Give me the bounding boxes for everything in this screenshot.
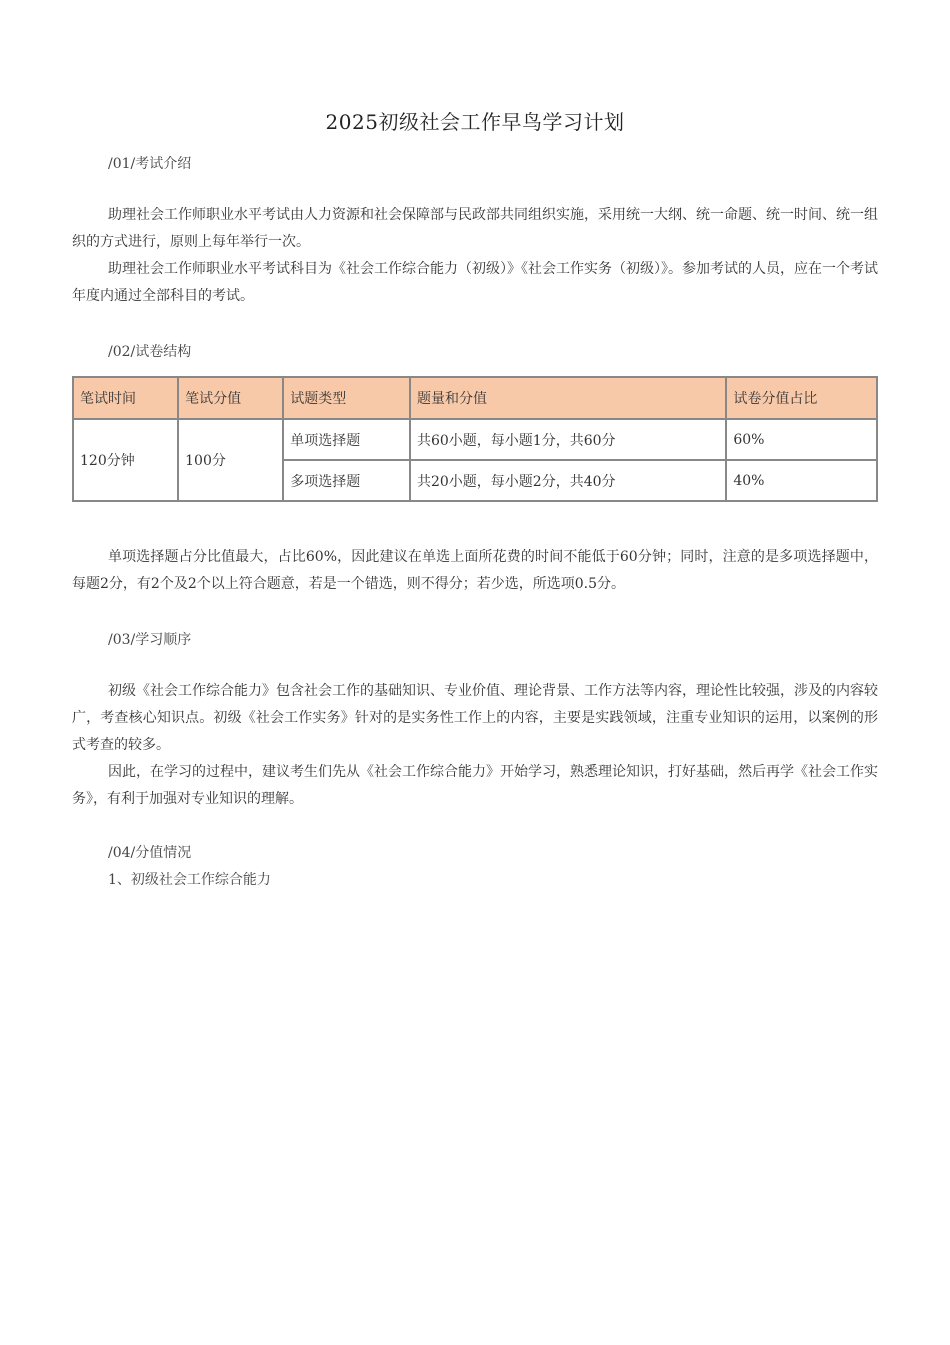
cell-question-detail: 共20小题，每小题2分，共40分	[410, 460, 726, 501]
document-title: 2025初级社会工作早鸟学习计划	[325, 110, 625, 134]
list-item-comprehensive-ability: 1、初级社会工作综合能力	[108, 872, 271, 888]
header-exam-time: 笔试时间	[73, 377, 178, 419]
cell-exam-time: 120分钟	[73, 419, 178, 501]
section-heading-exam-intro: /01/考试介绍	[108, 156, 192, 172]
paragraph-choice-strategy: 单项选择题占分比值最大，占比60%，因此建议在单选上面所花费的时间不能低于60分钟；同时，注意的是多项选择题中，每题2分，有2个及2个以上符合题意，若是一个错选，则不得分；若少选，所选项0.5分。	[72, 549, 878, 592]
header-score-ratio: 试卷分值占比	[726, 377, 877, 419]
table-header-row	[73, 377, 877, 419]
section-heading-paper-structure: /02/试卷结构	[108, 344, 192, 360]
cell-score-ratio: 60%	[726, 419, 877, 460]
section-heading-study-order: /03/学习顺序	[108, 632, 192, 648]
exam-structure-table	[72, 376, 878, 502]
paragraph-exam-subjects: 助理社会工作师职业水平考试科目为《社会工作综合能力（初级）》《社会工作实务（初级）》。参加考试的人员，应在一个考试年度内通过全部科目的考试。	[72, 261, 878, 304]
cell-score-ratio: 40%	[726, 460, 877, 501]
header-exam-score: 笔试分值	[178, 377, 283, 419]
header-question-type: 试题类型	[283, 377, 410, 419]
table-row	[73, 419, 877, 460]
cell-question-type: 单项选择题	[283, 419, 410, 460]
paragraph-exam-organization: 助理社会工作师职业水平考试由人力资源和社会保障部与民政部共同组织实施，采用统一大纲、统一命题、统一时间、统一组织的方式进行，原则上每年举行一次。	[72, 207, 878, 250]
paragraph-subject-content: 初级《社会工作综合能力》包含社会工作的基础知识、专业价值、理论背景、工作方法等内容，理论性比较强，涉及的内容较广，考查核心知识点。初级《社会工作实务》针对的是实务性工作上的内容，主要是实践领域，注重专业知识的运用，以案例的形式考查的较多。	[72, 683, 878, 753]
cell-question-detail: 共60小题，每小题1分，共60分	[410, 419, 726, 460]
cell-question-type: 多项选择题	[283, 460, 410, 501]
header-question-count: 题量和分值	[410, 377, 726, 419]
cell-exam-score: 100分	[178, 419, 283, 501]
section-heading-score-distribution: /04/分值情况	[108, 845, 192, 861]
paragraph-study-advice: 因此，在学习的过程中，建议考生们先从《社会工作综合能力》开始学习，熟悉理论知识，打好基础，然后再学《社会工作实务》，有利于加强对专业知识的理解。	[72, 764, 878, 807]
